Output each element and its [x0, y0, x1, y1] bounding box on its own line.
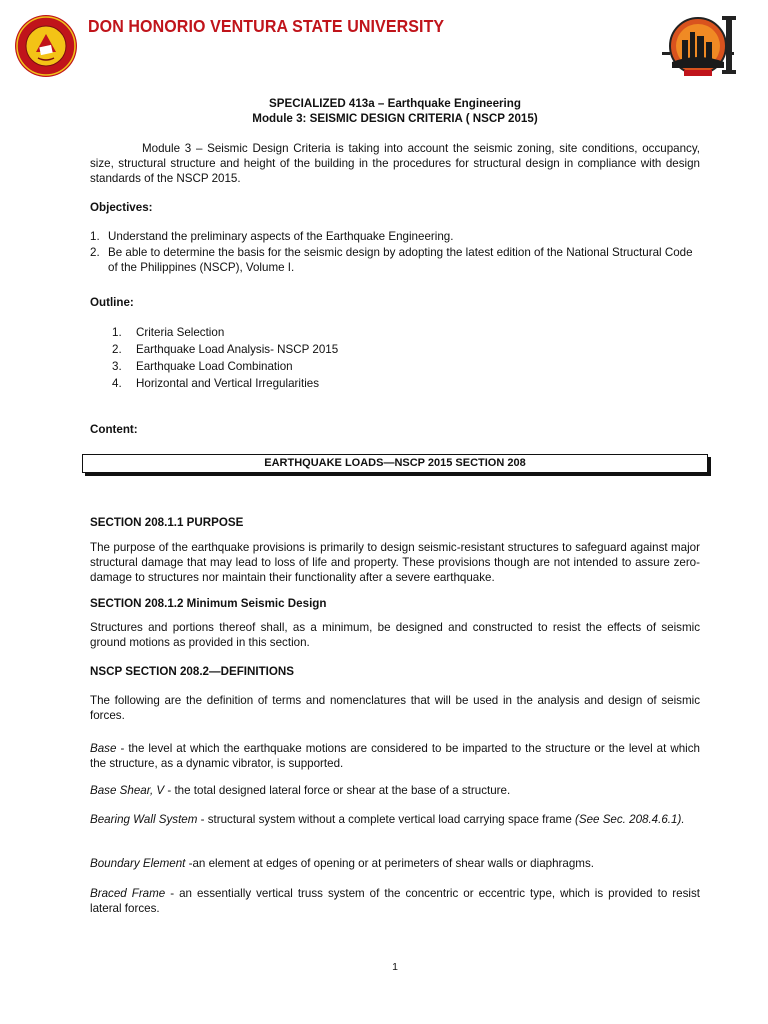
- list-text: Be able to determine the basis for the seismic design by adopting the latest edition of the National Structural Code of the Philippines (NSCP), Volume I.: [108, 246, 693, 274]
- definition-item: [90, 783, 700, 798]
- page-header: [12, 8, 756, 80]
- list-text: Criteria Selection: [136, 326, 225, 339]
- list-text: Earthquake Load Analysis- NSCP 2015: [136, 343, 339, 356]
- definition-separator: -: [164, 784, 175, 797]
- module-title: Module 3: SEISMIC DESIGN CRITERIA ( NSCP 2015): [252, 112, 538, 125]
- definition-term: Bearing Wall System: [90, 813, 198, 826]
- definition-separator: -: [116, 742, 129, 755]
- list-item: [90, 359, 700, 376]
- list-text: Earthquake Load Combination: [136, 360, 293, 373]
- intro-paragraph: Module 3 – Seismic Design Criteria is taking into account the seismic zoning, site conditions, occupancy, size, structural structure and height of the building in the procedures for structural design in compliance with design standards of the NSCP 2015.: [90, 142, 700, 185]
- section-banner: EARTHQUAKE LOADS—NSCP 2015 SECTION 208: [82, 454, 708, 473]
- list-item: [90, 342, 700, 359]
- list-item: [90, 229, 700, 244]
- section-min-text: Structures and portions thereof shall, as a minimum, be designed and constructed to resist the effects of seismic ground motions as provided in this section.: [90, 621, 700, 649]
- list-text: Understand the preliminary aspects of the Earthquake Engineering.: [108, 230, 454, 243]
- definition-term: Base: [90, 742, 117, 755]
- definition-item: [90, 886, 700, 916]
- page-number: 1: [392, 961, 398, 973]
- definition-separator: -: [197, 813, 208, 826]
- definitions-heading: NSCP SECTION 208.2—DEFINITIONS: [90, 665, 295, 678]
- list-number: 4.: [112, 377, 122, 390]
- definition-separator: -: [165, 887, 180, 900]
- definition-text: an essentially vertical truss system of the concentric or eccentric type, which is provided to resist lateral forces.: [90, 887, 700, 915]
- course-title: SPECIALIZED 413a – Earthquake Engineering: [269, 97, 521, 110]
- list-number: 3.: [112, 360, 122, 373]
- outline-list: [90, 325, 700, 393]
- objectives-list: [90, 229, 700, 275]
- section-purpose-heading: SECTION 208.1.1 PURPOSE: [90, 516, 244, 529]
- definition-item: [90, 741, 700, 771]
- list-item: [90, 376, 700, 393]
- definition-item: [90, 812, 700, 827]
- list-number: 2.: [112, 343, 122, 356]
- list-text: Horizontal and Vertical Irregularities: [136, 377, 320, 390]
- definition-item: [90, 856, 700, 871]
- definition-text: an element at edges of opening or at perimeters of shear walls or diaphragms.: [192, 857, 594, 870]
- section-min-heading: SECTION 208.1.2 Minimum Seismic Design: [90, 597, 327, 610]
- definition-text: structural system without a complete vertical load carrying space frame: [207, 813, 575, 826]
- list-item: [90, 245, 700, 275]
- list-number: 1.: [90, 230, 100, 243]
- list-number: 2.: [90, 246, 100, 259]
- definition-text: the level at which the earthquake motions are considered to be imparted to the structure or the level at which the structure, as a dynamic vibrator, is supported.: [90, 742, 700, 770]
- objectives-heading: Objectives:: [90, 201, 153, 214]
- content-heading: Content:: [90, 423, 138, 436]
- definition-term: Base Shear, V: [90, 784, 165, 797]
- college-seal-logo: [662, 12, 746, 82]
- university-seal-logo: [14, 14, 78, 78]
- section-purpose-text: The purpose of the earthquake provisions is primarily to design seismic-resistant structures to safeguard against major structural damage that may lead to loss of life and property. These provisions though are not intended to assure zero-damage to structures nor maintain their functionality after a severe earthquake.: [90, 541, 700, 584]
- list-item: [90, 325, 700, 342]
- list-number: 1.: [112, 326, 122, 339]
- outline-heading: Outline:: [90, 296, 134, 309]
- definitions-intro: The following are the definition of terms and nomenclatures that will be used in the analysis and design of seismic forces.: [90, 694, 700, 722]
- university-name: DON HONORIO VENTURA STATE UNIVERSITY: [88, 18, 445, 37]
- definition-separator: -: [185, 857, 193, 870]
- definition-text: the total designed lateral force or shear at the base of a structure.: [174, 784, 511, 797]
- definition-term: Braced Frame: [90, 887, 166, 900]
- definition-term: Boundary Element: [90, 857, 186, 870]
- definition-reference: (See Sec. 208.4.6.1).: [574, 813, 685, 826]
